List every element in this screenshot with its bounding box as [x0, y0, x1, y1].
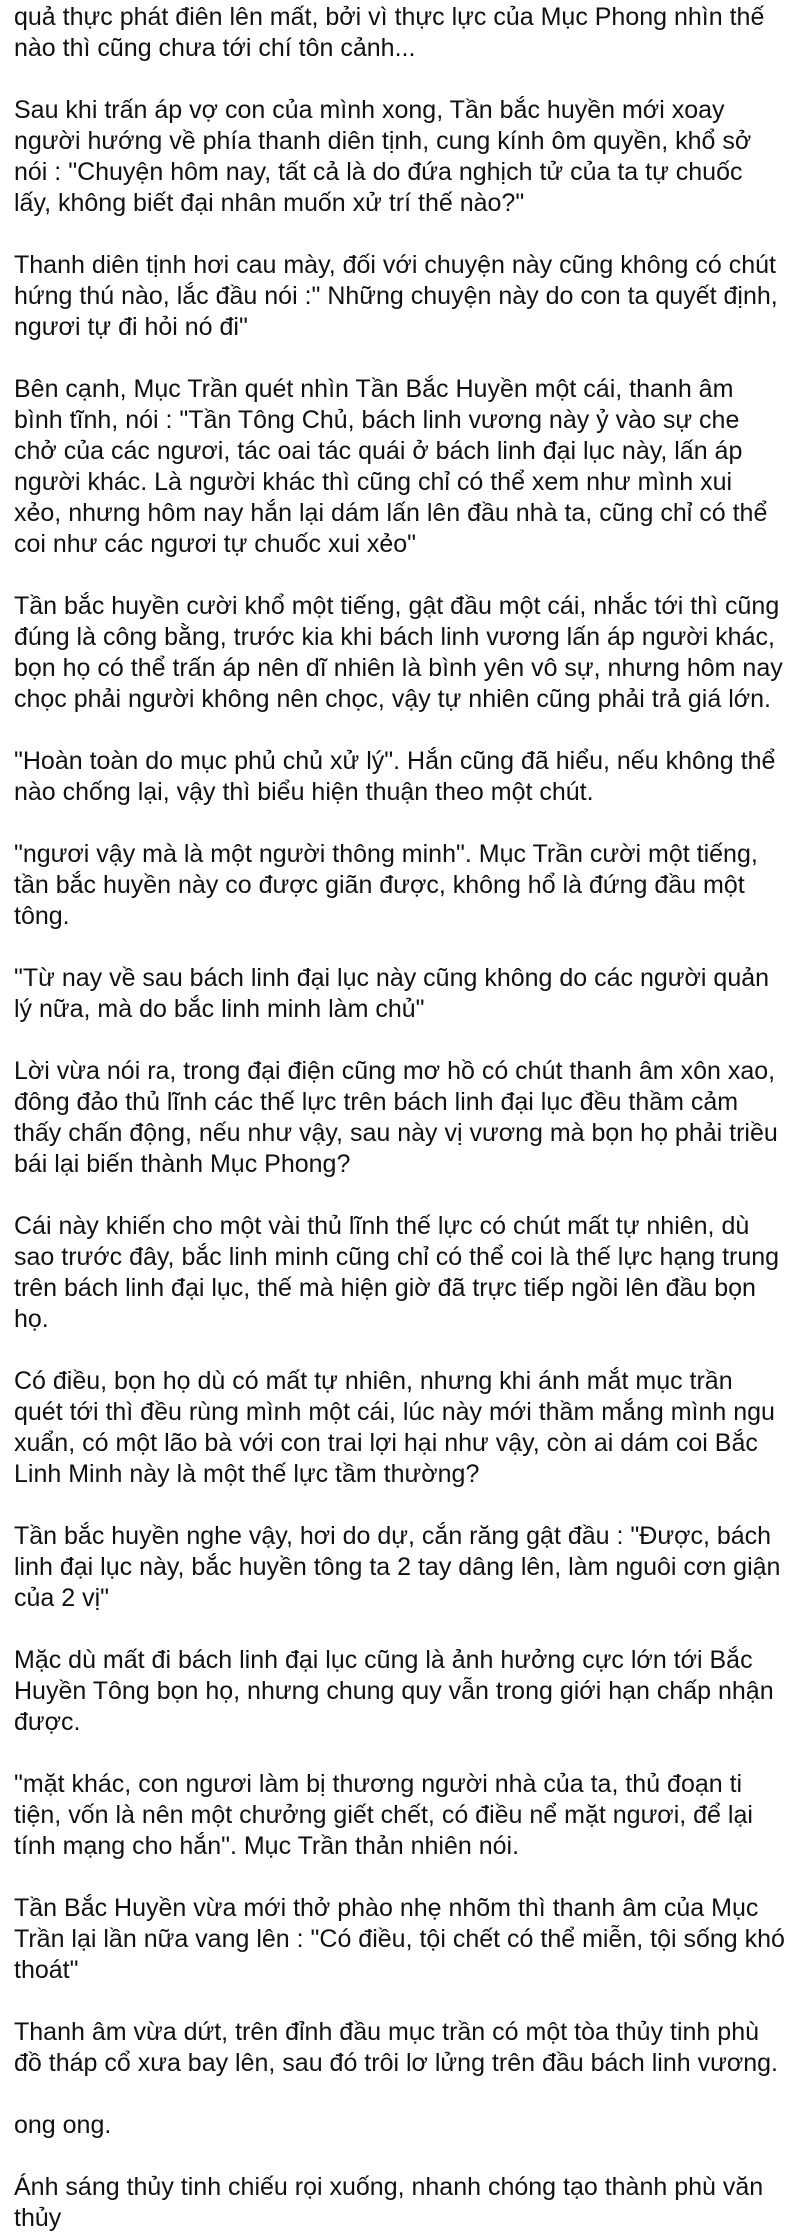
paragraph: Lời vừa nói ra, trong đại điện cũng mơ hồ có chút thanh âm xôn xao, đông đảo thủ lĩnh các thế lực trên bách linh đại lục đều thầm cảm thấy chấn động, nếu như vậy, sau này vị vương mà bọn họ phải triều bái lại biến thành Mục Phong? [14, 1057, 778, 1178]
paragraph: Thanh âm vừa dứt, trên đỉnh đầu mục trần có một tòa thủy tinh phù đồ tháp cổ xưa bay lên, sau đó trôi lơ lửng trên đầu bách linh vương. [14, 2018, 779, 2077]
paragraph: Bên cạnh, Mục Trần quét nhìn Tần Bắc Huyền một cái, thanh âm bình tĩnh, nói : "Tần Tông Chủ, bách linh vương này ỷ vào sự che chở của các ngươi, tác oai tác quái ở bách linh đại lục này, lấn áp người khác. Là người khác thì cũng chỉ có thể xem như mình xui xẻo, nhưng hôm nay hắn lại dám lấn lên đầu nhà ta, cũng chỉ có thể coi như các ngươi tự chuốc xui xẻo" [14, 375, 768, 558]
paragraph: Mặc dù mất đi bách linh đại lục cũng là ảnh hưởng cực lớn tới Bắc Huyền Tông bọn họ, nhưng chung quy vẫn trong giới hạn chấp nhận được. [14, 1646, 774, 1736]
paragraph: Thanh diên tịnh hơi cau mày, đối với chuyện này cũng không có chút hứng thú nào, lắc đầu nói :" Những chuyện này do con ta quyết định, ngươi tự đi hỏi nó đi" [14, 251, 778, 341]
paragraph: Tần bắc huyền nghe vậy, hơi do dự, cắn răng gật đầu : "Được, bách linh đại lục này, bắc huyền tông ta 2 tay dâng lên, làm nguôi cơn giận của 2 vị" [14, 1522, 781, 1612]
paragraph: quả thực phát điên lên mất, bởi vì thực lực của Mục Phong nhìn thế nào thì cũng chưa tới chí tôn cảnh... [14, 3, 765, 62]
paragraph: "mặt khác, con ngươi làm bị thương người nhà của ta, thủ đoạn ti tiện, vốn là nên một chưởng giết chết, có điều nể mặt ngươi, để lại tính mạng cho hắn". Mục Trần thản nhiên nói. [14, 1770, 753, 1860]
paragraph: ong ong. [14, 2111, 112, 2139]
paragraph: "ngươi vậy mà là một người thông minh". Mục Trần cười một tiếng, tần bắc huyền này co được giãn được, không hổ là đứng đầu một tông. [14, 840, 758, 930]
paragraph: Sau khi trấn áp vợ con của mình xong, Tần bắc huyền mới xoay người hướng về phía thanh diên tịnh, cung kính ôm quyền, khổ sở nói : "Chuyện hôm nay, tất cả là do đứa nghịch tử của ta tự chuốc lấy, không biết đại nhân muốn xử trí thế nào?" [14, 96, 752, 217]
paragraph: Có điều, bọn họ dù có mất tự nhiên, nhưng khi ánh mắt mục trần quét tới thì đều rùng mình một cái, lúc này mới thầm mắng mình ngu xuẩn, có một lão bà với con trai lợi hại như vậy, còn ai dám coi Bắc Linh Minh này là một thế lực tầm thường? [14, 1367, 775, 1488]
paragraph: Tần Bắc Huyền vừa mới thở phào nhẹ nhõm thì thanh âm của Mục Trần lại lần nữa vang lên : "Có điều, tội chết có thể miễn, tội sống khó thoát" [14, 1894, 785, 1984]
paragraph: Tần bắc huyền cười khổ một tiếng, gật đầu một cái, nhắc tới thì cũng đúng là công bằng, trước kia khi bách linh vương lấn áp người khác, bọn họ có thể trấn áp nên dĩ nhiên là bình yên vô sự, nhưng hôm nay chọc phải người không nên chọc, vậy tự nhiên cũng phải trả giá lớn. [14, 592, 783, 713]
paragraph: Ánh sáng thủy tinh chiếu rọi xuống, nhanh chóng tạo thành phù văn thủy [14, 2173, 764, 2232]
paragraph: "Hoàn toàn do mục phủ chủ xử lý". Hắn cũng đã hiểu, nếu không thể nào chống lại, vậy thì biểu hiện thuận theo một chút. [14, 747, 776, 806]
paragraph: "Từ nay về sau bách linh đại lục này cũng không do các người quản lý nữa, mà do bắc linh minh làm chủ" [14, 964, 770, 1023]
paragraph: Cái này khiến cho một vài thủ lĩnh thế lực có chút mất tự nhiên, dù sao trước đây, bắc linh minh cũng chỉ có thể coi là thế lực hạng trung trên bách linh đại lục, thế mà hiện giờ đã trực tiếp ngồi lên đầu bọn họ. [14, 1212, 780, 1333]
